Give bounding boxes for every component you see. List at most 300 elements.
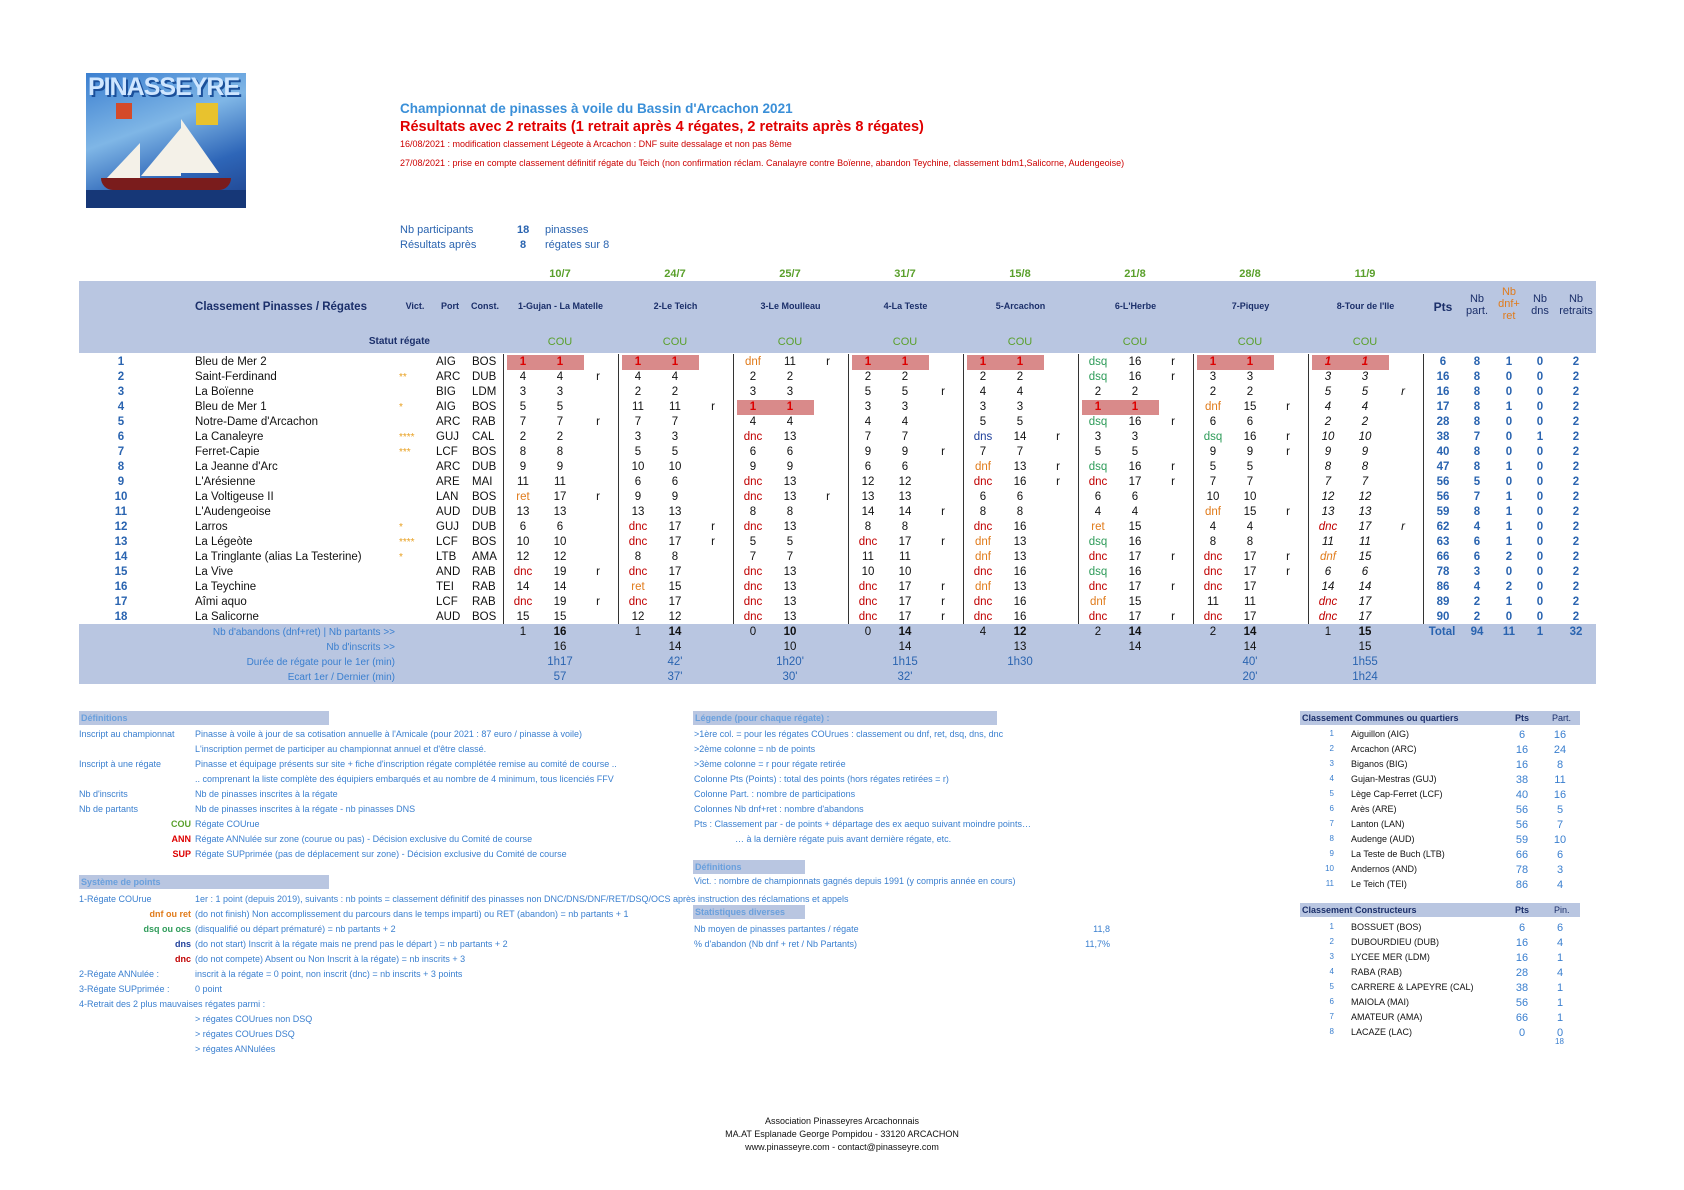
result-place: 5 xyxy=(1209,461,1217,473)
result-points: 9 xyxy=(556,461,564,473)
result-points: 17 xyxy=(553,491,567,503)
stat-label: Nb moyen de pinasses partantes / régate xyxy=(694,924,859,934)
result-place: 2 xyxy=(749,371,757,383)
duree-value: 1h55 xyxy=(1352,656,1378,668)
nb-dnf: 1 xyxy=(1505,401,1513,413)
after-label: Résultats après xyxy=(400,239,477,251)
result-place: 7 xyxy=(1324,476,1332,488)
result-place: dns xyxy=(973,431,993,443)
result-place: dsq xyxy=(1088,461,1108,473)
result-place: 12 xyxy=(861,476,875,488)
result-points: 6 xyxy=(1246,416,1254,428)
boat-name: Larros xyxy=(195,521,228,533)
constructor-pin: 6 xyxy=(1556,922,1564,934)
result-place: ret xyxy=(516,491,530,503)
result-retired: r xyxy=(1171,356,1175,368)
result-points: 17 xyxy=(1128,581,1142,593)
result-retired: r xyxy=(1286,401,1290,413)
result-place: 4 xyxy=(864,416,872,428)
total-points: 38 xyxy=(1436,431,1450,443)
victories: **** xyxy=(399,432,415,443)
nb-part: 6 xyxy=(1473,551,1481,563)
result-points: 3 xyxy=(1361,371,1369,383)
constructeurs-total: 18 xyxy=(1555,1037,1564,1046)
result-place: dsq xyxy=(1088,536,1108,548)
result-points: 3 xyxy=(1016,401,1024,413)
stat-value: 11,7% xyxy=(1085,939,1110,949)
commune-pts: 16 xyxy=(1515,759,1529,771)
result-retired: r xyxy=(596,491,600,503)
total-part: 94 xyxy=(1470,626,1484,638)
rank: 13 xyxy=(114,536,128,548)
result-points: 1 xyxy=(901,356,909,368)
constructor: DUB xyxy=(472,521,497,533)
points-code: dnc xyxy=(174,954,191,964)
result-place: 1 xyxy=(1209,356,1217,368)
nb-dnf: 1 xyxy=(1505,491,1513,503)
result-points: 2 xyxy=(556,431,564,443)
victories: **** xyxy=(399,537,415,548)
col-nbretraits: Nb retraits xyxy=(1559,293,1593,317)
result-points: 6 xyxy=(1131,491,1139,503)
port: BIG xyxy=(436,386,456,398)
result-place: 14 xyxy=(516,581,530,593)
result-points: 16 xyxy=(1243,431,1257,443)
regatta-header: 5-Arcachon xyxy=(995,301,1046,311)
rank: 4 xyxy=(117,401,125,413)
nb-retraits: 2 xyxy=(1572,521,1580,533)
inscrits-count: 10 xyxy=(783,641,797,653)
inscrits-count: 14 xyxy=(1243,641,1257,653)
result-place: 10 xyxy=(1321,431,1335,443)
definition-term: Inscript au championnat xyxy=(79,729,175,739)
result-retired: r xyxy=(596,416,600,428)
result-points: 2 xyxy=(671,386,679,398)
nb-retraits: 2 xyxy=(1572,371,1580,383)
result-retired: r xyxy=(711,401,715,413)
total-points: 90 xyxy=(1436,611,1450,623)
col-nbdnf: Nb dnf+ ret xyxy=(1498,286,1520,322)
result-retired: r xyxy=(1401,386,1405,398)
total-points: 28 xyxy=(1436,416,1450,428)
port: AIG xyxy=(436,356,456,368)
port: LAN xyxy=(436,491,459,503)
after-value: 8 xyxy=(520,239,527,251)
result-place: dnc xyxy=(1088,611,1108,623)
result-points: 11 xyxy=(554,476,566,488)
nb-retraits: 2 xyxy=(1572,596,1580,608)
nb-dnf: 2 xyxy=(1505,551,1513,563)
commune-rank: 6 xyxy=(1329,804,1334,813)
result-place: 3 xyxy=(1094,431,1102,443)
duree-value: 40' xyxy=(1242,656,1258,668)
col-const: Const. xyxy=(471,301,499,311)
result-retired: r xyxy=(596,566,600,578)
nb-dnf: 1 xyxy=(1505,356,1513,368)
result-retired: r xyxy=(1056,431,1060,443)
result-place: dnc xyxy=(858,611,878,623)
result-retired: r xyxy=(1171,416,1175,428)
ecart-value: 30' xyxy=(782,671,798,683)
result-points: 1 xyxy=(1016,356,1024,368)
nb-retraits: 2 xyxy=(1572,461,1580,473)
inscrits-count: 14 xyxy=(898,641,912,653)
table-row xyxy=(79,580,1596,595)
result-place: 4 xyxy=(1094,506,1102,518)
result-place: 5 xyxy=(634,446,642,458)
commune-name: Gujan-Mestras (GUJ) xyxy=(1351,774,1437,784)
constructor: BOS xyxy=(472,611,497,623)
result-points: 4 xyxy=(1016,386,1024,398)
nb-dns: 0 xyxy=(1536,506,1544,518)
result-points: 1 xyxy=(1131,401,1139,413)
result-points: 17 xyxy=(668,536,682,548)
nb-part: 2 xyxy=(1473,596,1481,608)
regatta-header: 2-Le Teich xyxy=(653,301,698,311)
total-points: 16 xyxy=(1436,371,1450,383)
nb-dns: 0 xyxy=(1536,356,1544,368)
result-retired: r xyxy=(1171,476,1175,488)
constructor-pin: 1 xyxy=(1556,952,1564,964)
result-place: 11 xyxy=(1322,536,1334,548)
result-place: 14 xyxy=(861,506,875,518)
nb-part: 3 xyxy=(1473,566,1481,578)
result-place: dnc xyxy=(858,536,878,548)
nb-dns: 0 xyxy=(1536,521,1544,533)
boat-name: La Canaleyre xyxy=(195,431,264,443)
participants-unit: pinasses xyxy=(545,224,589,236)
partants-count: 16 xyxy=(553,626,567,638)
nb-dns: 0 xyxy=(1536,401,1544,413)
constructor: RAB xyxy=(472,416,496,428)
commune-rank: 4 xyxy=(1329,774,1334,783)
result-points: 5 xyxy=(1131,446,1139,458)
result-place: 2 xyxy=(979,371,987,383)
constructor-name: LACAZE (LAC) xyxy=(1351,1027,1413,1037)
regatta-status: COU xyxy=(1122,336,1148,348)
port: AIG xyxy=(436,401,456,413)
result-points: 5 xyxy=(1016,416,1024,428)
commune-rank: 7 xyxy=(1329,819,1334,828)
result-place: 3 xyxy=(864,401,872,413)
table-row xyxy=(79,535,1596,550)
result-points: 7 xyxy=(1246,476,1254,488)
result-place: 8 xyxy=(749,506,757,518)
logo-wordmark: PINASSEYRE xyxy=(88,73,240,101)
result-points: 3 xyxy=(556,386,564,398)
commune-rank: 3 xyxy=(1329,759,1334,768)
communes-title: Classement Communes ou quartiers xyxy=(1300,711,1580,725)
result-place: 8 xyxy=(634,551,642,563)
status-code: COU xyxy=(171,819,191,829)
result-place: dnc xyxy=(743,581,763,593)
participants-value: 18 xyxy=(517,224,530,236)
result-place: 1 xyxy=(1094,401,1102,413)
constructor-pin: 4 xyxy=(1556,937,1564,949)
col-port: Port xyxy=(441,301,459,311)
commune-part: 8 xyxy=(1556,759,1564,771)
result-place: 2 xyxy=(634,386,642,398)
regatta-date: 15/8 xyxy=(1009,268,1031,280)
result-place: 7 xyxy=(864,431,872,443)
port: TEI xyxy=(436,581,454,593)
result-place: dnc xyxy=(743,596,763,608)
regatta-status: COU xyxy=(1352,336,1378,348)
nb-retraits: 2 xyxy=(1572,476,1580,488)
rank: 10 xyxy=(114,491,128,503)
result-points: 17 xyxy=(1358,596,1372,608)
nb-dns: 0 xyxy=(1536,611,1544,623)
result-place: dsq xyxy=(1088,416,1108,428)
nb-dns: 0 xyxy=(1536,536,1544,548)
rank: 11 xyxy=(114,506,128,518)
result-points: 9 xyxy=(1361,446,1369,458)
result-retired: r xyxy=(596,371,600,383)
result-place: 5 xyxy=(749,536,757,548)
result-points: 5 xyxy=(556,401,564,413)
rank: 6 xyxy=(117,431,125,443)
duree-value: 1h20' xyxy=(776,656,804,668)
constructeurs-pin-header: Pin. xyxy=(1554,905,1570,915)
points-term: 2-Régate ANNulée : xyxy=(79,969,160,979)
legend-item: Colonnes Nb dnf+ret : nombre d'abandons xyxy=(694,804,864,814)
result-place: 9 xyxy=(1324,446,1332,458)
result-points: 9 xyxy=(671,491,679,503)
result-points: 10 xyxy=(553,536,567,548)
table-row xyxy=(79,430,1596,445)
partants-count: 14 xyxy=(1243,626,1257,638)
result-points: 3 xyxy=(786,386,794,398)
result-points: 6 xyxy=(1016,491,1024,503)
nb-dns: 0 xyxy=(1536,461,1544,473)
result-points: 9 xyxy=(786,461,794,473)
result-retired: r xyxy=(1056,476,1060,488)
constructor-pts: 66 xyxy=(1515,1012,1529,1024)
commune-pts: 56 xyxy=(1515,804,1529,816)
result-place: 3 xyxy=(1324,371,1332,383)
result-place: dsq xyxy=(1088,371,1108,383)
commune-name: Lanton (LAN) xyxy=(1351,819,1405,829)
regatta-header: 7-Piquey xyxy=(1231,301,1270,311)
table-row xyxy=(79,520,1596,535)
result-place: 1 xyxy=(864,356,872,368)
definition-term: Nb d'inscrits xyxy=(79,789,128,799)
port: ARC xyxy=(436,461,461,473)
result-retired: r xyxy=(941,596,945,608)
constructor-pin: 1 xyxy=(1556,982,1564,994)
commune-pts: 38 xyxy=(1515,774,1529,786)
constructeurs-pts-header: Pts xyxy=(1515,905,1530,915)
table-row xyxy=(79,355,1596,370)
result-points: 4 xyxy=(786,416,794,428)
result-place: dnf xyxy=(975,551,991,563)
boat-name: L'Audengeoise xyxy=(195,506,271,518)
table-row xyxy=(79,385,1596,400)
table-row xyxy=(79,505,1596,520)
boat-name: La Jeanne d'Arc xyxy=(195,461,278,473)
total-dnf: 11 xyxy=(1502,626,1516,638)
result-points: 1 xyxy=(1361,356,1369,368)
result-points: 10 xyxy=(1358,431,1372,443)
points-code: dns xyxy=(174,939,191,949)
result-points: 6 xyxy=(671,476,679,488)
result-place: 15 xyxy=(516,611,530,623)
result-points: 2 xyxy=(1361,416,1369,428)
total-points: 16 xyxy=(1436,386,1450,398)
total-points: 17 xyxy=(1436,401,1450,413)
result-place: 6 xyxy=(1209,416,1217,428)
result-retired: r xyxy=(941,506,945,518)
result-points: 16 xyxy=(1013,596,1027,608)
result-retired: r xyxy=(1171,611,1175,623)
result-place: dsq xyxy=(1203,431,1223,443)
abandons-count: 2 xyxy=(1094,626,1102,638)
total-points: 47 xyxy=(1436,461,1450,473)
nb-dns: 0 xyxy=(1536,446,1544,458)
commune-pts: 78 xyxy=(1515,864,1529,876)
result-place: 1 xyxy=(749,401,757,413)
result-place: dnc xyxy=(743,521,763,533)
result-retired: r xyxy=(711,536,715,548)
nb-part: 6 xyxy=(1473,536,1481,548)
partants-count: 12 xyxy=(1013,626,1027,638)
regatta-status: COU xyxy=(547,336,573,348)
result-points: 7 xyxy=(671,416,679,428)
total-label: Total xyxy=(1428,626,1456,638)
points-text: 1er : 1 point (depuis 2019), suivants : nb points = classement définitif des pinasses non DNC/DNS/DNF/RET/DSQ/OCS après instruction des réclamations et appels xyxy=(195,894,849,904)
communes-pts-header: Pts xyxy=(1515,713,1530,723)
constructor: BOS xyxy=(472,491,497,503)
result-place: 4 xyxy=(634,371,642,383)
legend-item: Pts : Classement par - de points + départage des ex aequo suivant moindre points… xyxy=(694,819,1031,829)
result-points: 13 xyxy=(1013,551,1027,563)
stat-label: % d'abandon (Nb dnf + ret / Nb Partants) xyxy=(694,939,858,949)
total-points: 62 xyxy=(1436,521,1450,533)
ecart-value: 57 xyxy=(553,671,567,683)
result-place: 3 xyxy=(749,386,757,398)
result-place: 11 xyxy=(862,551,874,563)
regatta-date: 11/9 xyxy=(1354,268,1376,280)
duree-value: 1h17 xyxy=(547,656,573,668)
inscrits-count: 14 xyxy=(668,641,682,653)
port: AUD xyxy=(436,506,461,518)
result-place: 14 xyxy=(1321,581,1335,593)
rank: 15 xyxy=(114,566,128,578)
result-retired: r xyxy=(941,581,945,593)
port: ARC xyxy=(436,371,461,383)
nb-part: 5 xyxy=(1473,476,1481,488)
result-place: 2 xyxy=(1324,416,1332,428)
result-place: 10 xyxy=(1206,491,1220,503)
constructor-name: DUBOURDIEU (DUB) xyxy=(1351,937,1440,947)
result-points: 11 xyxy=(1244,596,1256,608)
constructor-pts: 0 xyxy=(1518,1027,1526,1039)
constructor: AMA xyxy=(472,551,497,563)
nb-part: 8 xyxy=(1473,416,1481,428)
nb-dnf: 0 xyxy=(1505,446,1513,458)
result-place: dnf xyxy=(745,356,761,368)
rank: 14 xyxy=(114,551,128,563)
result-points: 17 xyxy=(1128,476,1142,488)
result-points: 16 xyxy=(1013,521,1027,533)
nb-part: 4 xyxy=(1473,581,1481,593)
commune-pts: 66 xyxy=(1515,849,1529,861)
result-points: 17 xyxy=(1358,521,1372,533)
commune-part: 3 xyxy=(1556,864,1564,876)
result-place: dnc xyxy=(1203,611,1223,623)
points-text: (do not finish) Non accomplissement du parcours dans le temps imparti) ou RET (abandon) = nb partants + 1 xyxy=(195,909,629,919)
result-place: 3 xyxy=(979,401,987,413)
constructor-name: RABA (RAB) xyxy=(1351,967,1403,977)
abandons-count: 0 xyxy=(749,626,757,638)
constructor: BOS xyxy=(472,356,497,368)
result-place: dnc xyxy=(743,476,763,488)
boat-name: L'Arésienne xyxy=(195,476,256,488)
result-points: 14 xyxy=(1358,581,1372,593)
commune-pts: 56 xyxy=(1515,819,1529,831)
port: ARE xyxy=(436,476,460,488)
table-row xyxy=(79,400,1596,415)
result-place: 2 xyxy=(519,431,527,443)
constructeurs-title: Classement Constructeurs xyxy=(1300,903,1580,917)
result-points: 16 xyxy=(1128,416,1142,428)
table-row xyxy=(79,610,1596,625)
ecart-label: Ecart 1er / Dernier (min) xyxy=(287,672,395,683)
result-retired: r xyxy=(1171,371,1175,383)
constructor: BOS xyxy=(472,401,497,413)
nb-retraits: 2 xyxy=(1572,566,1580,578)
table-row xyxy=(79,370,1596,385)
total-points: 63 xyxy=(1436,536,1450,548)
nb-part: 4 xyxy=(1473,521,1481,533)
boat-name: La Tringlante (alias La Testerine) xyxy=(195,551,362,563)
result-points: 10 xyxy=(668,461,682,473)
inscrits-count: 14 xyxy=(1128,641,1142,653)
result-place: 4 xyxy=(979,386,987,398)
constructor: RAB xyxy=(472,566,496,578)
result-place: 3 xyxy=(1209,371,1217,383)
result-place: 12 xyxy=(631,611,645,623)
commune-pts: 40 xyxy=(1515,789,1529,801)
result-place: 6 xyxy=(519,521,527,533)
regatta-date: 25/7 xyxy=(779,268,801,280)
result-place: dnf xyxy=(975,581,991,593)
status-label: Statut régate xyxy=(368,336,430,347)
result-place: dnc xyxy=(628,521,648,533)
definition-text: Pinasse et équipage présents sur site + fiche d'inscription régate complétée remise au comité de course .. xyxy=(195,759,617,769)
regatta-header: 8-Tour de l'Ile xyxy=(1336,301,1395,311)
port: AUD xyxy=(436,611,461,623)
result-place: 13 xyxy=(861,491,875,503)
nb-dnf: 1 xyxy=(1505,461,1513,473)
constructor-name: MAIOLA (MAI) xyxy=(1351,997,1410,1007)
port: GUJ xyxy=(436,521,459,533)
nb-dnf: 0 xyxy=(1505,416,1513,428)
result-points: 13 xyxy=(898,491,912,503)
result-points: 12 xyxy=(898,476,912,488)
legend-item: >3ème colonne = r pour régate retirée xyxy=(694,759,846,769)
result-place: 1 xyxy=(519,356,527,368)
boat-name: Ferret-Capie xyxy=(195,446,260,458)
result-place: 5 xyxy=(864,386,872,398)
nb-dnf: 0 xyxy=(1505,386,1513,398)
constructor-pin: 1 xyxy=(1556,1012,1564,1024)
result-place: 1 xyxy=(979,356,987,368)
constructor-rank: 8 xyxy=(1329,1027,1334,1036)
result-points: 17 xyxy=(898,536,912,548)
nb-retraits: 2 xyxy=(1572,506,1580,518)
boat-name: Aîmi aquo xyxy=(195,596,247,608)
